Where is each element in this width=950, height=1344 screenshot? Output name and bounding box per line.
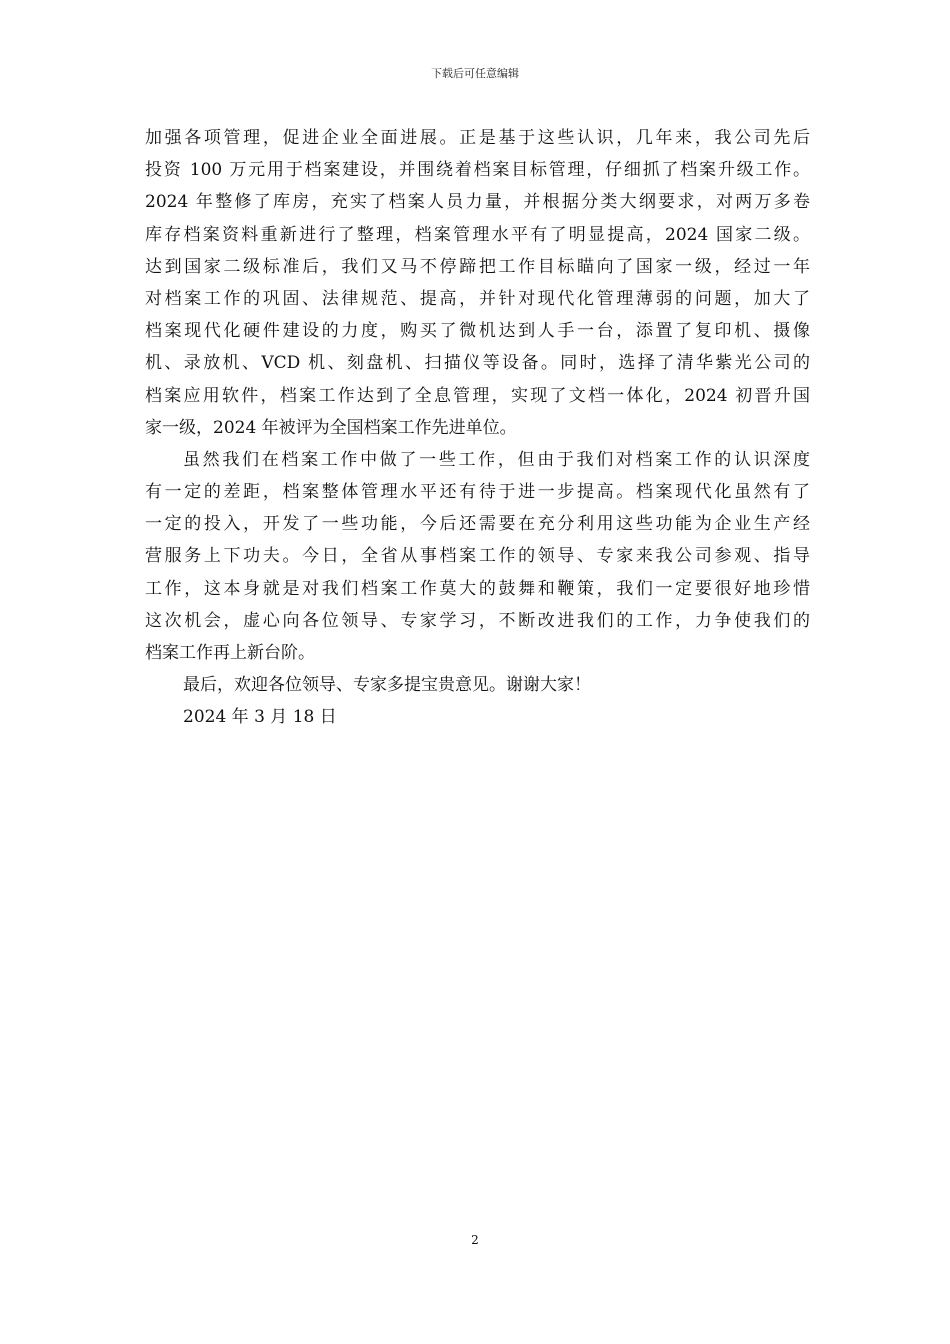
page-header: 下载后可任意编辑 (431, 67, 519, 80)
text-line: 档案工作再上新台阶。 (145, 643, 315, 663)
text-line: 加强各项管理，促进企业全面进展。正是基于这些认识，几年来，我公司先后 (145, 128, 810, 148)
text-line: 工作，这本身就是对我们档案工作莫大的鼓舞和鞭策，我们一定要很好地珍惜 (145, 578, 810, 599)
date-line: 2024 年 3 月 18 日 (183, 707, 337, 728)
paragraph (145, 669, 810, 701)
text-line: 机、录放机、VCD 机、刻盘机、扫描仪等设备。同时，选择了清华紫光公司的 (145, 353, 810, 374)
text-line: 档案现代化硬件建设的力度，购买了微机达到人手一台，添置了复印机、摄像 (145, 321, 810, 342)
text-line: 2024 年整修了库房，充实了档案人员力量，并根据分类大纲要求，对两万多卷 (145, 192, 810, 213)
text-line: 营服务上下功夫。今日，全省从事档案工作的领导、专家来我公司参观、指导 (145, 546, 810, 567)
text-line: 这次机会，虚心向各位领导、专家学习，不断改进我们的工作，力争使我们的 (145, 610, 810, 631)
text-line: 对档案工作的巩固、法律规范、提高，并针对现代化管理薄弱的问题，加大了 (145, 288, 810, 309)
text-line: 有一定的差距，档案整体管理水平还有待于进一步提高。档案现代化虽然有了 (145, 482, 810, 503)
text-line: 库存档案资料重新进行了整理，档案管理水平有了明显提高，2024 国家二级。 (145, 224, 810, 245)
text-line: 虽然我们在档案工作中做了一些工作，但由于我们对档案工作的认识深度 (183, 449, 810, 470)
text-line: 家一级，2024 年被评为全国档案工作先进单位。 (145, 417, 517, 438)
text-line: 达到国家二级标准后，我们又马不停蹄把工作目标瞄向了国家一级，经过一年 (145, 256, 810, 277)
closing-line: 最后，欢迎各位领导、专家多提宝贵意见。谢谢大家！ (183, 675, 591, 696)
page-number: 2 (471, 1233, 479, 1247)
text-line: 一定的投入，开发了一些功能，今后还需要在充分利用这些功能为企业生产经 (145, 514, 810, 535)
paragraph (145, 701, 810, 733)
document-body (145, 122, 810, 734)
paragraph (145, 444, 810, 669)
text-line: 投资 100 万元用于档案建设，并围绕着档案目标管理，仔细抓了档案升级工作。 (145, 160, 810, 181)
text-line: 档案应用软件，档案工作达到了全息管理，实现了文档一体化，2024 初晋升国 (145, 385, 810, 406)
paragraph (145, 122, 810, 444)
